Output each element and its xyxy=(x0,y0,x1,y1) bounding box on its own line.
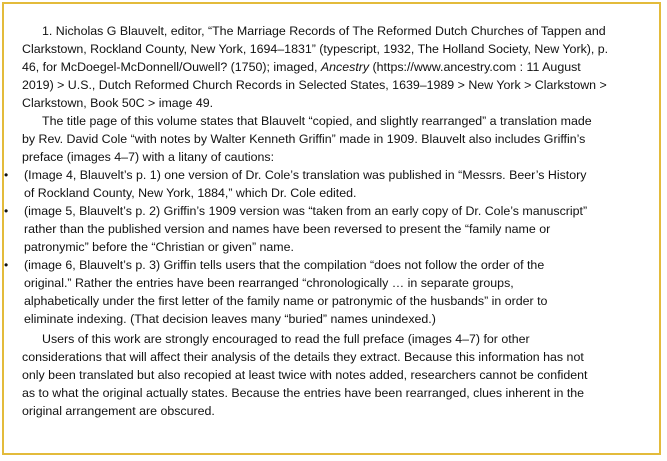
list-item-line: (image 6, Blauvelt’s p. 3) Griffin tells users that the compilation “does not follow the order of the xyxy=(24,258,545,272)
list-item-line: (Image 4, Blauvelt’s p. 1) one version of Dr. Cole’s translation was published in “Messrs. Beer’s History xyxy=(24,168,587,182)
list-item xyxy=(4,256,650,328)
paragraph-line: only been translated but also recopied at least twice with notes added, researchers cannot be confident xyxy=(22,368,588,382)
paragraph-line: as to what the original actually states. Because the entries have been rearranged, clues inherent in the xyxy=(22,386,585,400)
users-paragraph xyxy=(22,330,650,420)
bullet-icon: • xyxy=(4,204,9,218)
bullet-icon: • xyxy=(4,168,9,182)
paragraph-line: by Rev. David Cole “with notes by Walter Kenneth Griffin” made in 1909. Blauvelt also includes Griffin’s xyxy=(22,132,586,146)
footnote-line: 1. Nicholas G Blauvelt, editor, “The Marriage Records of The Reformed Dutch Churches of Tappen and xyxy=(42,24,606,38)
list-item-line: patronymic” before the “Christian or given” name. xyxy=(24,240,294,254)
list-item xyxy=(4,166,650,202)
list-item-line: of Rockland County, New York, 1884,” which Dr. Cole edited. xyxy=(24,186,357,200)
document-frame xyxy=(2,2,661,455)
list-item-line: rather than the published version and names have been reversed to present the “family name or xyxy=(24,222,551,236)
bullet-icon: • xyxy=(4,258,9,272)
paragraph-line: Users of this work are strongly encouraged to read the full preface (images 4–7) for other xyxy=(42,332,530,346)
ancestry-title: Ancestry xyxy=(320,60,370,74)
title-page-paragraph xyxy=(22,112,650,166)
footnote-citation xyxy=(22,22,650,112)
cautions-list xyxy=(4,166,650,328)
list-item-line: alphabetically under the first letter of the family name or patronymic of the husbands” in order to xyxy=(24,294,548,308)
document-body xyxy=(4,22,650,420)
footnote-line: Clarkstown, Book 50C > image 49. xyxy=(22,96,214,110)
footnote-line: Clarkstown, Rockland County, New York, 1694–1831” (typescript, 1932, The Holland Society, New York), p. xyxy=(22,42,609,56)
list-item-line: eliminate indexing. (That decision leaves many “buried” names unindexed.) xyxy=(24,312,436,326)
paragraph-line: The title page of this volume states that Blauvelt “copied, and slightly rearranged” a translation made xyxy=(42,114,592,128)
list-item-line: (image 5, Blauvelt’s p. 2) Griffin’s 1909 version was “taken from an early copy of Dr. Cole’s manuscript” xyxy=(24,204,588,218)
paragraph-line: original arrangement are obscured. xyxy=(22,404,215,418)
list-item xyxy=(4,202,650,256)
paragraph-line: considerations that will affect their analysis of the details they extract. Because this information has not xyxy=(22,350,584,364)
paragraph-line: preface (images 4–7) with a litany of cautions: xyxy=(22,150,275,164)
footnote-line: 46, for McDoegel-McDonnell/Ouwell? (1750); imaged, Ancestry (https://www.ancestry.com : 11 August xyxy=(22,60,581,74)
footnote-line: 2019) > U.S., Dutch Reformed Church Records in Selected States, 1639–1989 > New York > Clarkstown > xyxy=(22,78,607,92)
list-item-line: original.” Rather the entries have been rearranged “chronologically … in separate groups, xyxy=(24,276,514,290)
